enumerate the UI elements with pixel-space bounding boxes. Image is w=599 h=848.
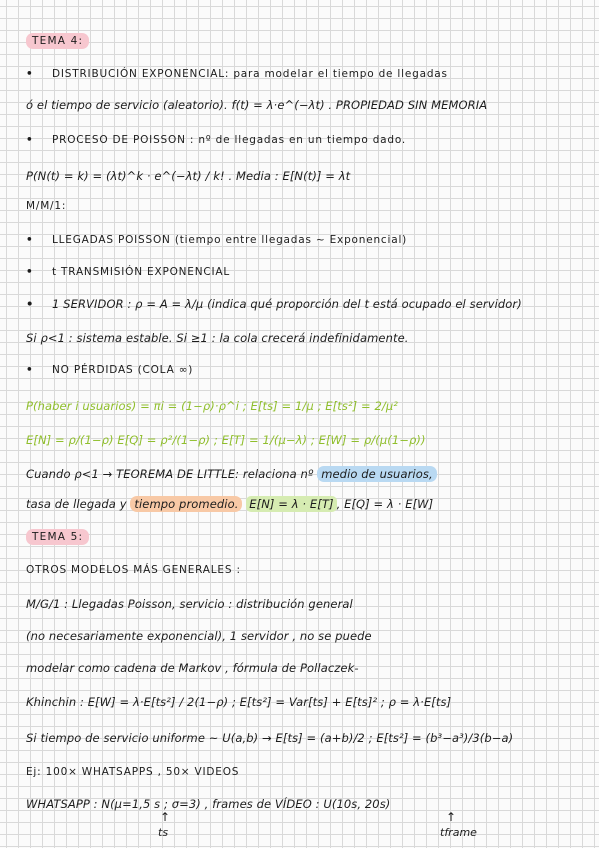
line-pollaczek-khinchin xyxy=(26,694,586,710)
line-estabilidad xyxy=(26,330,586,346)
line-no-perdidas xyxy=(26,362,586,378)
line-uniforme xyxy=(26,730,586,746)
tema4-heading xyxy=(26,32,586,49)
tema5-heading xyxy=(26,528,586,545)
bullet-dot: • xyxy=(26,234,34,246)
tasa-llegada-text: tasa de llegada y xyxy=(26,497,127,511)
line-proceso-poisson xyxy=(26,132,586,148)
line-llegadas-poisson xyxy=(26,232,586,248)
estabilidad-text: Si ρ<1 : sistema estable. Si ≥1 : la cola crecerá indefinidamente. xyxy=(26,331,409,345)
poisson-formula-text: P(N(t) = k) = (λt)^k · e^(−λt) / k! . Media : E[N(t)] = λt xyxy=(26,169,351,183)
line-distribucion xyxy=(26,66,586,82)
highlight-little-formula: E[N] = λ · E[T] xyxy=(246,496,336,512)
probabilidad-usuarios-text: P(haber i usuarios) = πi = (1−ρ)·ρ^i ; E[ts] = 1/μ ; E[ts²] = 2/μ² xyxy=(26,399,399,413)
proceso-poisson-text: PROCESO DE POISSON : nº de llegadas en un tiempo dado. xyxy=(52,134,407,146)
label-ts: ts xyxy=(158,826,169,839)
highlight-tiempo-promedio: tiempo promedio. xyxy=(130,496,242,512)
bullet-dot: • xyxy=(26,134,34,146)
bullet-dot: • xyxy=(26,68,34,80)
little-text: Cuando ρ<1 → TEOREMA DE LITTLE: relaciona nº xyxy=(26,467,314,481)
line-ejemplo xyxy=(26,764,586,780)
line-tasa-llegada xyxy=(26,496,586,512)
line-tiempo-servicio xyxy=(26,97,586,113)
uniforme-text: Si tiempo de servicio uniforme ~ U(a,b) → E[ts] = (a+b)/2 ; E[ts²] = (b³−a³)/3(b−a) xyxy=(26,731,514,745)
line-mg1 xyxy=(26,596,586,612)
llegadas-poisson-text: LLEGADAS POISSON (tiempo entre llegadas ~ Exponencial) xyxy=(52,234,408,246)
tema5-title: TEMA 5: xyxy=(26,529,89,545)
no-exponencial-text: (no necesariamente exponencial), 1 servidor , no se puede xyxy=(26,629,372,643)
servidor-text: 1 SERVIDOR : ρ = A = λ/μ (indica qué proporción del t está ocupado el servidor) xyxy=(52,297,522,311)
transmision-text: t TRANSMISIÓN EXPONENCIAL xyxy=(52,266,231,278)
whatsapp-video-text: WHATSAPP : N(μ=1,5 s ; σ=3) , frames de VÍDEO : U(10s, 20s) xyxy=(26,797,391,811)
bullet-dot: • xyxy=(26,364,34,376)
ejemplo-text: Ej: 100× WHATSAPPS , 50× VIDEOS xyxy=(26,766,240,778)
markov-text: modelar como cadena de Markov , fórmula de Pollaczek- xyxy=(26,661,359,675)
metricas-mm1-text: E[N] = ρ/(1−ρ) E[Q] = ρ²/(1−ρ) ; E[T] = 1/(μ−λ) ; E[W] = ρ/(μ(1−ρ)) xyxy=(26,433,426,447)
little-queue-formula: , E[Q] = λ · E[W] xyxy=(336,497,434,511)
bullet-dot: • xyxy=(26,297,34,311)
arrow-up-icon: ↑ xyxy=(160,810,171,824)
bullet-dot: • xyxy=(26,266,34,278)
mg1-text: M/G/1 : Llegadas Poisson, servicio : distribución general xyxy=(26,597,353,611)
mm1-title: M/M/1: xyxy=(26,200,67,212)
line-markov xyxy=(26,660,586,676)
otros-modelos-text: OTROS MODELOS MÁS GENERALES : xyxy=(26,564,241,576)
line-poisson-formula xyxy=(26,168,586,184)
line-whatsapp-video xyxy=(26,796,586,812)
line-metricas-mm1 xyxy=(26,432,586,448)
distribucion-text: DISTRIBUCIÓN EXPONENCIAL: para modelar el tiempo de llegadas xyxy=(52,68,448,80)
line-little xyxy=(26,466,586,482)
line-no-exponencial xyxy=(26,628,586,644)
label-tframe: tframe xyxy=(440,826,477,839)
no-perdidas-text: NO PÉRDIDAS (COLA ∞) xyxy=(52,364,194,376)
pollaczek-khinchin-text: Khinchin : E[W] = λ·E[ts²] / 2(1−ρ) ; E[ts²] = Var[ts] + E[ts]² ; ρ = λ·E[ts] xyxy=(26,695,452,709)
tema4-title: TEMA 4: xyxy=(26,33,89,49)
line-servidor xyxy=(26,296,586,312)
tiempo-servicio-text: ó el tiempo de servicio (aleatorio). f(t) = λ·e^(−λt) . PROPIEDAD SIN MEMORIA xyxy=(26,98,488,112)
line-otros-modelos xyxy=(26,562,586,578)
arrow-up-icon: ↑ xyxy=(446,810,457,824)
mm1-heading xyxy=(26,198,586,214)
line-transmision xyxy=(26,264,586,280)
highlight-medio-usuarios: medio de usuarios, xyxy=(317,466,437,482)
line-probabilidad-usuarios xyxy=(26,398,586,414)
